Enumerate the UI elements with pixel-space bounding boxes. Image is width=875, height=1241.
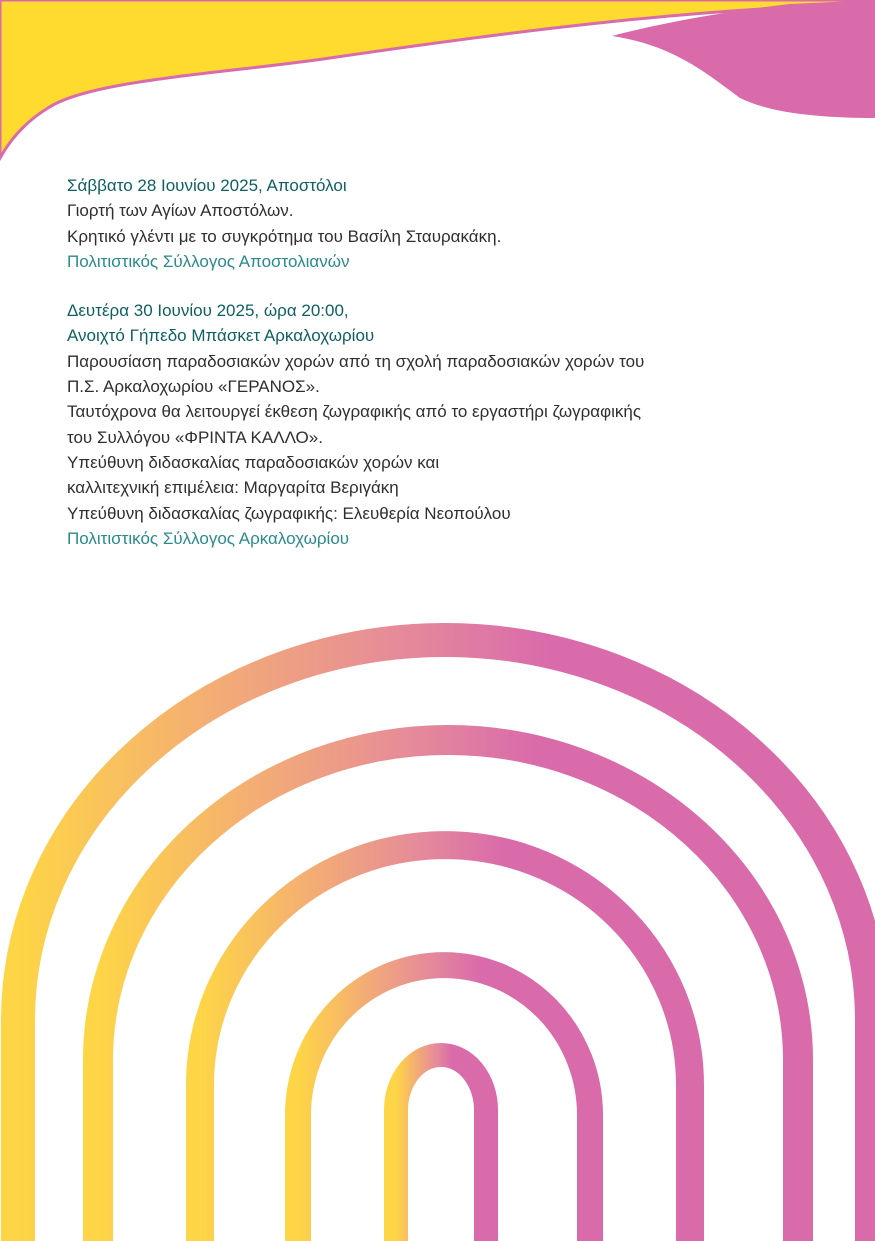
- event-description: Υπεύθυνη διδασκαλίας παραδοσιακών χορών και: [67, 452, 440, 472]
- arches-graphic: [18, 640, 872, 1241]
- event-apostoloi: [67, 173, 847, 274]
- event-heading: Δευτέρα 30 Ιουνίου 2025, ώρα 20:00,: [67, 301, 349, 321]
- arch-3: [200, 845, 690, 1241]
- event-description: Παρουσίαση παραδοσιακών χορών από τη σχολή παραδοσιακών χορών του: [67, 351, 645, 371]
- event-description: καλλιτεχνική επιμέλεια: Μαργαρίτα Βεριγάκη: [67, 478, 399, 498]
- event-heading: Σάββατο 28 Ιουνίου 2025, Αποστόλοι: [67, 176, 347, 195]
- event-description: Γιορτή των Αγίων Αποστόλων.: [67, 201, 294, 221]
- event-description: Κρητικό γλέντι με το συγκρότημα του Βασίλη Σταυρακάκη.: [67, 226, 502, 246]
- event-arkalochori: [67, 298, 847, 551]
- event-description: του Συλλόγου «ΦΡΙΝΤΑ ΚΑΛΛΟ».: [67, 427, 323, 447]
- events-text: [67, 173, 847, 551]
- arch-4: [298, 965, 590, 1241]
- event-description: Π.Σ. Αρκαλοχωρίου «ΓΕΡΑΝΟΣ».: [67, 377, 320, 397]
- event-venue: Ανοιχτό Γήπεδο Μπάσκετ Αρκαλοχωρίου: [67, 326, 375, 346]
- arch-5: [396, 1055, 486, 1241]
- event-organizer: Πολιτιστικός Σύλλογος Αρκαλοχωρίου: [67, 528, 350, 548]
- event-description: Υπεύθυνη διδασκαλίας ζωγραφικής: Ελευθερία Νεοπούλου: [67, 503, 511, 523]
- event-description: Ταυτόχρονα θα λειτουργεί έκθεση ζωγραφικής από το εργαστήρι ζωγραφικής: [67, 402, 642, 422]
- event-organizer: Πολιτιστικός Σύλλογος Αποστολιανών: [67, 251, 350, 271]
